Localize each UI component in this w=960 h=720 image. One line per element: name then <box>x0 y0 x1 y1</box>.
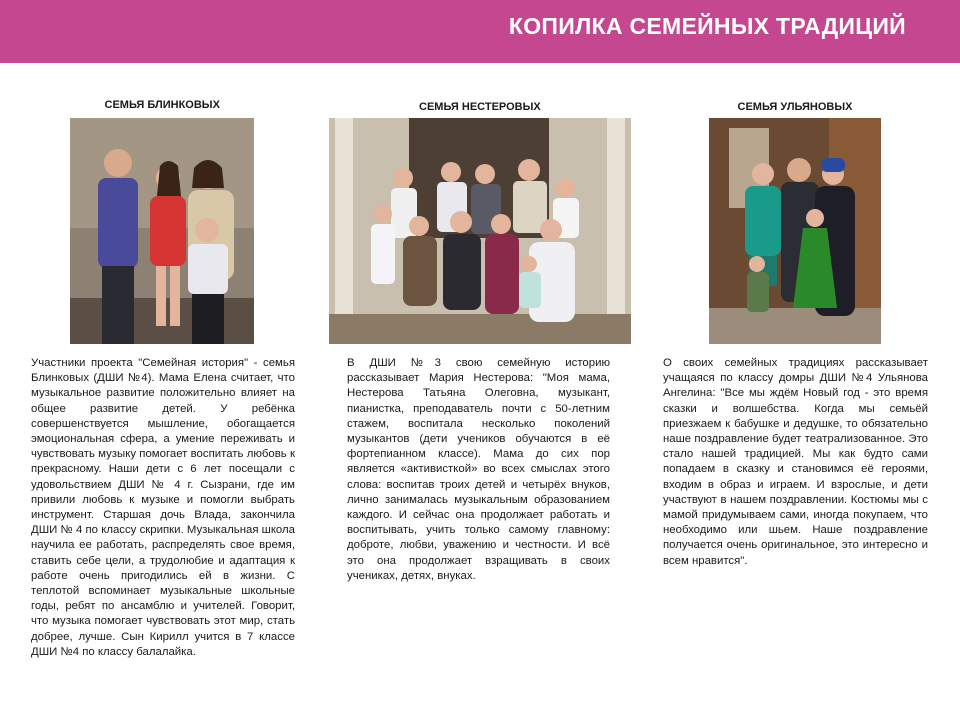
header-banner <box>0 0 960 63</box>
page-title: КОПИЛКА СЕМЕЙНЫХ ТРАДИЦИЙ <box>508 13 906 39</box>
family-text-nesterov: В ДШИ №3 свою семейную историю рассказывает Мария Нестерова: "Моя мама, Нестерова Татьяна Олеговна, музыкант, пианистка, преподаватель почти с 50-летним стажем, воспитала несколько поколений музыкантов (дети учеников обучаются в её фортепианном классе). Мама до сих пор является «активисткой» во всех смыслах этого слова: воспитав троих детей и четырёх внуков, лично занималась музыкальным образованием каждого. И сейчас она продолжает работать и воспитывать, учить только самому главному: доброте, любви, уважению и честности. И всё это она продолжает взращивать в своих учениках, детях, внуках. <box>347 357 610 582</box>
family-photo-icon <box>709 118 881 344</box>
family-title-ulyanov: СЕМЬЯ УЛЬЯНОВЫХ <box>737 101 853 113</box>
family-photo-icon <box>329 118 631 344</box>
family-title-nesterov: СЕМЬЯ НЕСТЕРОВЫХ <box>419 101 541 113</box>
family-photo-icon <box>70 118 254 344</box>
family-title-blinkov: СЕМЬЯ БЛИНКОВЫХ <box>104 99 220 111</box>
family-photo-blinkov <box>70 118 254 344</box>
family-photo-nesterov <box>329 118 631 344</box>
family-text-ulyanov: О своих семейных традициях рассказывает учащаяся по классу домры ДШИ №4 Ульянова Ангелина: "Все мы ждём Новый год - это время сказки и волшебства. Когда мы семьёй приезжаем к бабушке и дедушке, то обязательно наше поздравление будет театрализованное. Это стало нашей традицией. Мы как будто сами попадаем в сказку и становимся её героями, входим в образ и играем. И взрослые, и дети участвуют в нашем поздравлении. Костюмы мы с мамой придумываем сами, иногда покупаем, что необходимо или шьем. Наше поздравление получается очень оригинальное, это интересно и всем нравится". <box>663 357 928 567</box>
family-photo-ulyanov <box>709 118 881 344</box>
family-text-blinkov: Участники проекта "Семейная история" - семья Блинковых (ДШИ №4). Мама Елена считает, что музыкальное развитие положительно влияет на общее развитие детей. У ребёнка совершенствуется мышление, обогащается эмоциональная сфера, а умение переживать и чувствовать музыку помогает воспитать любовь к прекрасному. Наши дети с 6 лет посещали с удовольствием ДШИ № 4 г. Сызрани, где им привили любовь к музыке и помогли выбрать инструмент. Старшая дочь Влада, закончила ДШИ № 4 по классу скрипки. Музыкальная школа научила ее работать, распределять свое время, ставить себе цели, а трудолюбие и адаптация к работе очень пригодились ей в жизни. С теплотой вспоминает музыкальные школьные годы, ребят по ансамблю и учителей. Говорит, что музыка помогает чувствовать этот мир, стать добрее, лучше. Сын Кирилл учится в 7 классе ДШИ №4 по классу балалайка. <box>31 357 295 658</box>
